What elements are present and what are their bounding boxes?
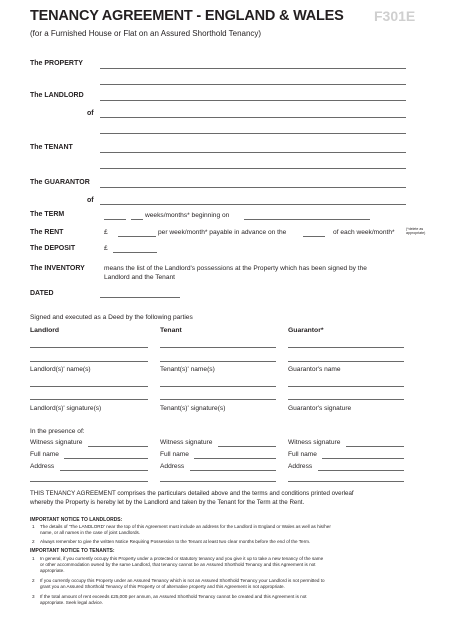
tenants-notice-1-line-2: or other accommodation owned by the same Landlord, that tenancy cannot be an Assured Shorthold Tenancy and this Agreement is not [40, 562, 316, 567]
witness-2-address-label: Address [160, 463, 185, 470]
landlords-notice-2-number: 2 [32, 539, 35, 544]
form-code: F301E [374, 8, 416, 24]
tenants-notice-1 [40, 556, 420, 574]
term-text: weeks/months* beginning on [145, 212, 230, 219]
guarantor-name-line-a[interactable] [288, 347, 404, 348]
deposit-amount-line[interactable] [113, 252, 157, 253]
witness-intro: In the presence of: [30, 428, 85, 435]
dated-line[interactable] [100, 297, 180, 298]
landlord-label: The LANDLORD [30, 92, 84, 99]
landlord-signature-line-a[interactable] [30, 386, 148, 387]
col-landlord-heading: Landlord [30, 327, 60, 334]
col-tenant-heading: Tenant [160, 327, 182, 334]
tenant-signature-line-a[interactable] [160, 386, 276, 387]
property-line-1[interactable] [100, 68, 406, 69]
property-label: The PROPERTY [30, 60, 83, 67]
landlord-address-line-2[interactable] [100, 133, 406, 134]
witness-1-fullname-label: Full name [30, 451, 59, 458]
witness-1-address-line-1[interactable] [60, 470, 148, 471]
landlords-notice-1-line-2: name, or all names in the case of joint Landlords. [40, 530, 141, 535]
tenants-notice-3-line-2: appropriate. Seek legal advice. [40, 600, 104, 605]
landlord-name-line-b[interactable] [30, 361, 148, 362]
witness-3-fullname-label: Full name [288, 451, 317, 458]
witness-1-address-line-2[interactable] [30, 481, 148, 482]
witness-3-signature-label: Witness signature [288, 439, 341, 446]
landlords-notice-heading: IMPORTANT NOTICE TO LANDLORDS: [30, 517, 123, 523]
page-subtitle: (for a Furnished House or Flat on an Assured Shorthold Tenancy) [30, 29, 262, 38]
page-title: TENANCY AGREEMENT - ENGLAND & WALES [30, 8, 344, 24]
rent-amount-line[interactable] [118, 236, 156, 237]
summary-paragraph [30, 490, 430, 507]
term-number-line[interactable] [104, 219, 126, 220]
tenants-notice-2-number: 2 [32, 578, 35, 583]
landlords-notice-2 [40, 539, 420, 545]
tenant-label: The TENANT [30, 144, 73, 151]
landlords-notice-1-line-1: The details of 'The LANDLORD' near the top of this Agreement must include an address for the Landlord in England or Wales as well as his/her [40, 524, 331, 529]
guarantor-signature-caption: Guarantor's signature [288, 405, 352, 412]
tenants-notice-2-line-1: If you currently occupy this Property under an Assured Tenancy which is not an Assured Shorthold Tenancy your Landlord is not permitted to [40, 578, 325, 583]
guarantor-signature-line-b[interactable] [288, 399, 404, 400]
witness-2-signature-line[interactable] [218, 446, 276, 447]
landlord-of-label: of [87, 110, 94, 117]
deposit-currency: £ [104, 245, 108, 252]
landlord-line[interactable] [100, 100, 406, 101]
summary-line-2: whereby the Property is hereby let by the Landlord and taken by the Tenant for the Term at the Rent. [30, 498, 305, 506]
tenants-notice-1-line-1: In general, if you currently occupy this Property under a protected or statutory tenancy and you give it up to take a new tenancy of the same [40, 556, 324, 561]
tenants-notice-2-line-2: grant you an Assured Shorthold Tenancy of this Property or of alternative property and this Agreement is not appropriate. [40, 584, 285, 589]
witness-2-fullname-label: Full name [160, 451, 189, 458]
signed-intro: Signed and executed as a Deed by the following parties [30, 314, 193, 321]
tenant-name-line-a[interactable] [160, 347, 276, 348]
witness-3-signature-line[interactable] [346, 446, 404, 447]
landlords-notice-2-line-1: Always remember to give the written Notice Requiring Possession to the Tenant at least two clear months before the end of the Term. [40, 539, 311, 544]
tenants-notice-1-number: 1 [32, 556, 35, 561]
landlord-names-caption: Landlord(s)' name(s) [30, 366, 91, 373]
tenants-notice-1-line-3: appropriate. [40, 568, 65, 573]
witness-2-fullname-line[interactable] [194, 458, 276, 459]
inventory-label: The INVENTORY [30, 265, 85, 272]
guarantor-name-line-b[interactable] [288, 361, 404, 362]
witness-2-address-line-2[interactable] [160, 481, 276, 482]
witness-1-address-label: Address [30, 463, 55, 470]
tenants-notice-3 [40, 594, 420, 606]
witness-1-fullname-line[interactable] [64, 458, 148, 459]
term-unit-line[interactable] [131, 219, 143, 220]
witness-3-address-line-2[interactable] [288, 481, 404, 482]
rent-note-line-1: (*delete as [406, 227, 424, 231]
rent-text-2: of each week/month* [333, 229, 395, 236]
witness-2-signature-label: Witness signature [160, 439, 213, 446]
landlords-notice-1 [40, 524, 420, 536]
tenant-name-line-b[interactable] [160, 361, 276, 362]
landlord-signatures-caption: Landlord(s)' signature(s) [30, 405, 102, 412]
landlords-notice-1-number: 1 [32, 524, 35, 529]
landlord-signature-line-b[interactable] [30, 399, 148, 400]
deposit-label: The DEPOSIT [30, 245, 76, 252]
witness-1-signature-line[interactable] [88, 446, 148, 447]
guarantor-name-caption: Guarantor's name [288, 366, 341, 373]
inventory-text-1: means the list of the Landlord's possessions at the Property which has been signed by the [104, 265, 367, 272]
guarantor-of-label: of [87, 197, 94, 204]
tenants-notice-2 [40, 578, 420, 590]
inventory-text-2: Landlord and the Tenant [104, 274, 176, 281]
witness-3-fullname-line[interactable] [322, 458, 404, 459]
tenant-signatures-caption: Tenant(s)' signature(s) [160, 405, 226, 412]
rent-label: The RENT [30, 229, 64, 236]
tenants-notice-3-number: 3 [32, 594, 35, 599]
tenant-names-caption: Tenant(s)' name(s) [160, 366, 215, 373]
rent-day-line[interactable] [303, 236, 325, 237]
tenant-line-2[interactable] [100, 168, 406, 169]
tenants-notice-3-line-1: If the total amount of rent exceeds £25,000 per annum, an Assured Shorthold Tenancy cannot be created and this Agreement is not [40, 594, 307, 599]
rent-currency: £ [104, 229, 108, 236]
dated-label: DATED [30, 290, 54, 297]
guarantor-signature-line-a[interactable] [288, 386, 404, 387]
witness-3-address-label: Address [288, 463, 313, 470]
guarantor-label: The GUARANTOR [30, 179, 90, 186]
col-guarantor-heading: Guarantor* [288, 327, 324, 334]
rent-note [406, 227, 425, 235]
landlord-name-line-a[interactable] [30, 347, 148, 348]
witness-3-address-line-1[interactable] [318, 470, 404, 471]
rent-text-1: per week/month* payable in advance on the [158, 229, 287, 236]
summary-line-1: THIS TENANCY AGREEMENT comprises the particulars detailed above and the terms and conditions printed overleaf [30, 490, 354, 497]
term-start-date-line[interactable] [244, 219, 370, 220]
tenant-signature-line-b[interactable] [160, 399, 276, 400]
witness-2-address-line-1[interactable] [190, 470, 276, 471]
tenants-notice-heading: IMPORTANT NOTICE TO TENANTS: [30, 548, 115, 554]
property-line-2[interactable] [100, 84, 406, 85]
witness-1-signature-label: Witness signature [30, 439, 83, 446]
landlord-address-line-1[interactable] [100, 117, 406, 118]
guarantor-line[interactable] [100, 187, 406, 188]
rent-note-line-2: appropriate) [406, 231, 426, 235]
tenant-line-1[interactable] [100, 152, 406, 153]
guarantor-address-line[interactable] [100, 204, 406, 205]
term-label: The TERM [30, 211, 65, 218]
